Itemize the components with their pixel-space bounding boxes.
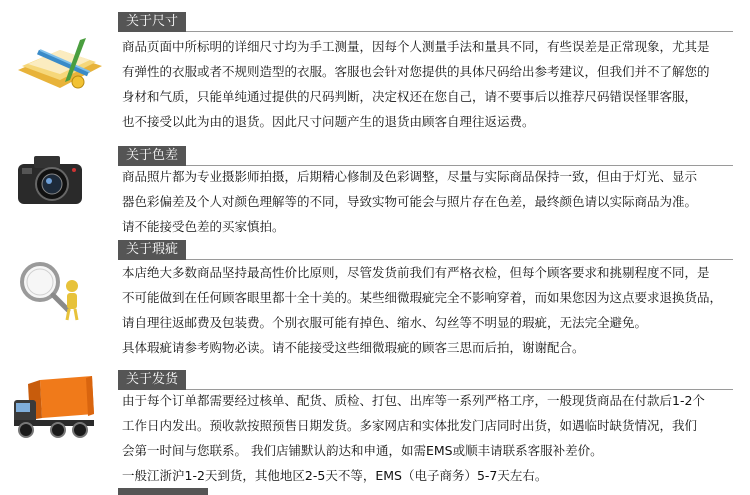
body-line: 由于每个订单都需要经过核单、配货、质检、打包、出库等一系列严格工序，一般现货商品在付款后1-2个: [122, 393, 705, 408]
section-header-size: [118, 12, 733, 32]
body-line: 商品照片都为专业摄影师拍摄，后期精心修制及色彩调整，尽量与实际商品保持一致，但由于灯光、显示: [122, 169, 698, 184]
body-line: 身材和气质，只能单纯通过提供的尺码判断，决定权还在您自己，请不要事后以推荐尺码错误怪罪客服，: [122, 89, 698, 104]
body-line: 工作日内发出。预收款按照预售日期发货。多家网店和实体批发门店同时出货，如遇临时缺货情况，我们: [122, 418, 698, 433]
body-line: 不可能做到在任何顾客眼里都十全十美的。某些细微瑕疵完全不影响穿着，而如果您因为这点要求退换货品，: [122, 290, 723, 305]
body-line: 商品页面中所标明的详细尺寸均为手工测量，因每个人测量手法和量具不同，有些误差是正常现象，尤其是: [122, 39, 710, 54]
section-title: 关于色差: [118, 146, 186, 166]
body-line: 具体瑕疵请参考购物必读。请不能接受这些细微瑕疵的顾客三思而后拍，谢谢配合。: [122, 340, 585, 355]
section-header-color: [118, 146, 733, 166]
body-line: 本店绝大多数商品坚持最高性价比原则，尽管发货前我们有严格衣检，但每个顾客要求和挑剔程度不同，是: [122, 265, 710, 280]
delivery-truck-icon: [10, 370, 110, 450]
section-header-flaw: [118, 240, 733, 260]
section-body-flaw: [122, 260, 737, 360]
section-header-ship: [118, 370, 733, 390]
body-line: 请不能接受色差的买家慎拍。: [122, 219, 285, 234]
body-line: 一般江浙沪1-2天到货，其他地区2-5天不等，EMS（电子商务）5-7天左右。: [122, 468, 548, 483]
section-title: 关于发货: [118, 370, 186, 390]
body-line: 器色彩偏差及个人对颜色理解等的不同，导致实物可能会与照片存在色差，最终颜色请以实际商品为准。: [122, 194, 698, 209]
camera-icon: [10, 150, 110, 230]
section-title: 关于尺寸: [118, 12, 186, 32]
body-line: 会第一时间与您联系。 我们店铺默认韵达和申通，如需EMS或顺丰请联系客服补差价。: [122, 443, 603, 458]
section-body-color: [122, 164, 737, 239]
section-title: 关于瑕疵: [118, 240, 186, 260]
section-body-size: [122, 34, 737, 134]
section-body-ship: [122, 388, 737, 488]
body-line: 请自理往返邮费及包装费。个别衣服可能有掉色、缩水、勾丝等不明显的瑕疵，无法完全避免。: [122, 315, 648, 330]
body-line: 有弹性的衣服或者不规则造型的衣服。客服也会针对您提供的具体尺码给出参考建议，但我们并不了解您的: [122, 64, 710, 79]
body-line: 也不接受以此为由的退货。因此尺寸问题产生的退货由顾客自理往返运费。: [122, 114, 535, 129]
next-section-header-stub: [118, 488, 208, 495]
ruler-notebook-icon: [10, 30, 110, 110]
magnifier-person-icon: [10, 256, 110, 336]
